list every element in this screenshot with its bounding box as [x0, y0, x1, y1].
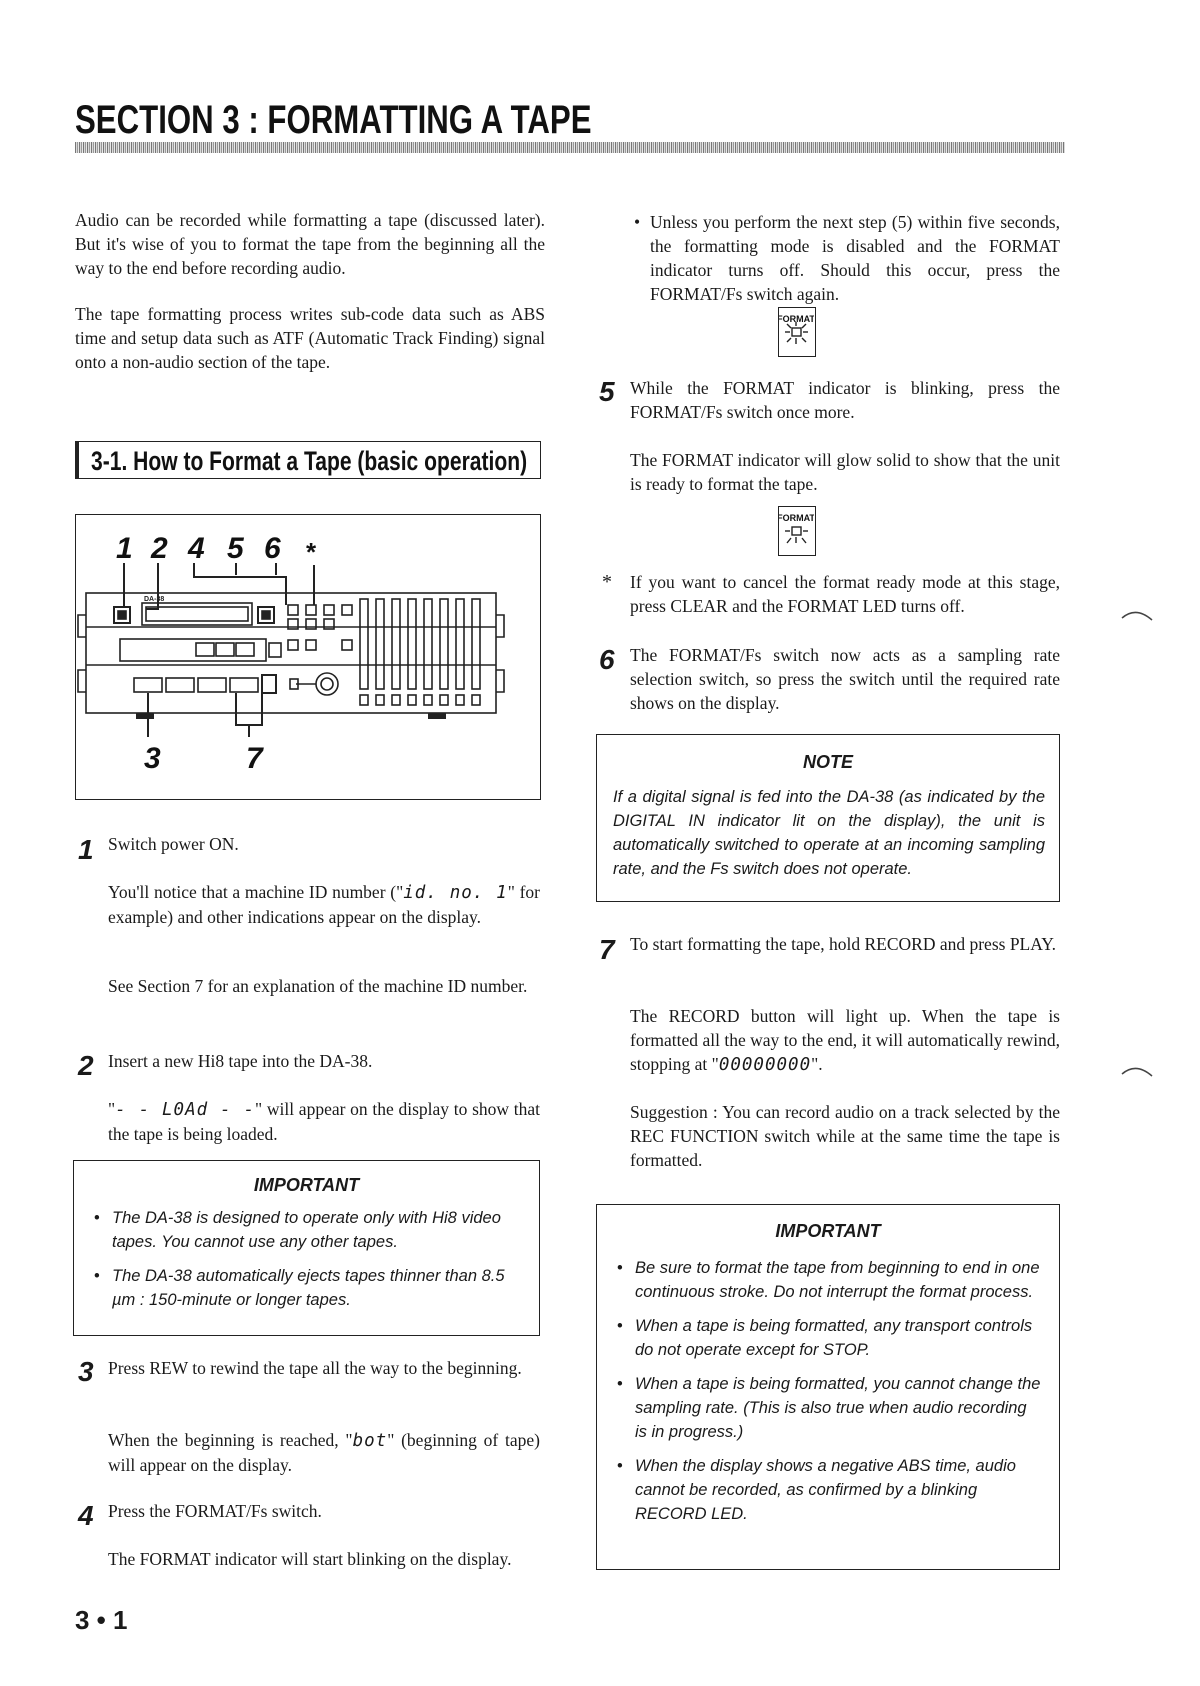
section-title: SECTION 3 : FORMATTING A TAPE — [75, 98, 592, 142]
format-indicator-blink-icon — [779, 308, 814, 355]
step-2-text: Insert a new Hi8 tape into the DA-38. — [108, 1051, 373, 1071]
important-2-item: • Be sure to format the tape from beginning to end in one continuous stroke. Do not interrupt the format process. — [611, 1256, 1043, 1304]
lcd-zero-counter: 00000000 — [718, 1055, 812, 1075]
step-2-number: 2 — [78, 1050, 94, 1081]
step-7-detail: The RECORD button will light up. When the tape is formatted all the way to the end, it will automatically rewind, stopping at "00000000". — [630, 1006, 1060, 1075]
intro-paragraph-2: The tape formatting process writes sub-code data such as ABS time and setup data such as ATF (Automatic Track Finding) signal onto a non-audio section of the tape. — [75, 304, 545, 372]
lcd-bot: bot — [352, 1431, 388, 1451]
scan-mark-icon — [1120, 604, 1160, 624]
intro-paragraph-1: Audio can be recorded while formatting a tape (discussed later). But it's wise of you to format the tape from the beginning all the way to the end before recording audio. — [75, 210, 545, 278]
scan-mark-icon — [1120, 1060, 1160, 1080]
deck-diagram — [75, 514, 541, 800]
note-text: If a digital signal is fed into the DA-38 (as indicated by the DIGITAL IN indicator lit on the display), the unit is automatically switched to operate at an incoming sampling rate, and the Fs switch does not operate. — [613, 788, 1045, 878]
important-2-item: • When a tape is being formatted, any transport controls do not operate except for STOP. — [611, 1314, 1043, 1362]
step-4-bullet-text: Unless you perform the next step (5) within five seconds, the formatting mode is disabled and the FORMAT indicator turns off. Should this occur, press the FORMAT/Fs switch again. — [650, 212, 1060, 304]
callout-label-3: 3 — [144, 742, 161, 775]
cancel-note-mark: * — [602, 571, 612, 593]
step-5-detail: The FORMAT indicator will glow solid to show that the unit is ready to format the tape. — [630, 450, 1060, 494]
step-3-detail: When the beginning is reached, "bot" (beginning of tape) will appear on the display. — [108, 1430, 540, 1475]
important-box-2 — [596, 1204, 1060, 1570]
subsection-title: 3-1. How to Format a Tape (basic operation) — [91, 446, 528, 476]
step-4-text: Press the FORMAT/Fs switch. — [108, 1501, 322, 1521]
callout-label-5: 5 — [227, 532, 244, 565]
callout-label-4: 4 — [188, 532, 205, 565]
step-4-number: 4 — [78, 1500, 94, 1531]
subsection-heading-box — [75, 441, 541, 479]
important-2-item: • When a tape is being formatted, you cannot change the sampling rate. (This is also true when audio recording is in progress.) — [611, 1372, 1043, 1444]
page-number: 3 • 1 — [75, 1605, 128, 1635]
step-5-text: While the FORMAT indicator is blinking, press the FORMAT/Fs switch once more. — [630, 378, 1060, 422]
step-5-number: 5 — [599, 376, 615, 407]
callout-label-1: 1 — [116, 532, 133, 565]
step-1-detail-2: See Section 7 for an explanation of the machine ID number. — [108, 976, 528, 996]
step-4-bullet: • Unless you perform the next step (5) within five seconds, the formatting mode is disabled and the FORMAT indicator turns off. Should this occur, press the FORMAT/Fs switch again. — [634, 212, 1060, 304]
deck-brand-label: DA-38 — [144, 596, 165, 603]
callout-label-asterisk: * — [306, 537, 317, 567]
important-1-item: • The DA-38 automatically ejects tapes thinner than 8.5 µm : 150-minute or longer tapes. — [88, 1264, 525, 1312]
deck-front-panel-illustration — [76, 515, 539, 798]
format-icon-label: FORMAT — [779, 314, 814, 324]
callout-label-7: 7 — [246, 742, 263, 775]
important-2-title: IMPORTANT — [775, 1221, 881, 1241]
step-3-number: 3 — [78, 1356, 94, 1387]
step-7-text: To start formatting the tape, hold RECORD and press PLAY. — [630, 934, 1057, 954]
step-7-number: 7 — [599, 934, 615, 965]
note-title: NOTE — [802, 752, 853, 772]
format-blinking-icon — [778, 307, 816, 357]
important-1-item: • The DA-38 is designed to operate only with Hi8 video tapes. You cannot use any other tapes. — [88, 1206, 525, 1254]
important-2-item: • When the display shows a negative ABS time, audio cannot be recorded, as confirmed by a blinking RECORD LED. — [611, 1454, 1043, 1526]
step-1-number: 1 — [78, 834, 94, 865]
lcd-machine-id: id. no. 1 — [403, 883, 508, 903]
step-6-number: 6 — [599, 644, 615, 675]
step-1-text: Switch power ON. — [108, 834, 239, 854]
step-2-detail: "- - L0Ad - -" will appear on the display to show that the tape is being loaded. — [108, 1099, 540, 1144]
important-1-title: IMPORTANT — [253, 1175, 360, 1195]
callout-label-2: 2 — [151, 532, 168, 565]
step-4-detail: The FORMAT indicator will start blinking on the display. — [108, 1549, 512, 1569]
format-solid-icon — [778, 506, 816, 556]
format-icon-label: FORMAT — [779, 513, 814, 523]
note-box — [596, 734, 1060, 902]
step-7-suggestion: Suggestion : You can record audio on a track selected by the REC FUNCTION switch while at the same time the tape is formatted. — [630, 1102, 1060, 1170]
lcd-load: - - L0Ad - - — [115, 1100, 255, 1120]
callout-label-6: 6 — [264, 532, 281, 565]
step-1-detail: You'll notice that a machine ID number ("id. no. 1" for example) and other indications appear on the display. — [108, 882, 540, 927]
format-indicator-solid-icon — [779, 507, 814, 554]
cancel-note-text: If you want to cancel the format ready mode at this stage, press CLEAR and the FORMAT LED turns off. — [630, 572, 1060, 616]
step-3-text: Press REW to rewind the tape all the way to the beginning. — [108, 1358, 522, 1378]
title-rule — [75, 142, 1065, 153]
step-6-text: The FORMAT/Fs switch now acts as a sampling rate selection switch, so press the switch until the required rate shows on the display. — [630, 645, 1060, 713]
important-box-1 — [73, 1160, 540, 1336]
